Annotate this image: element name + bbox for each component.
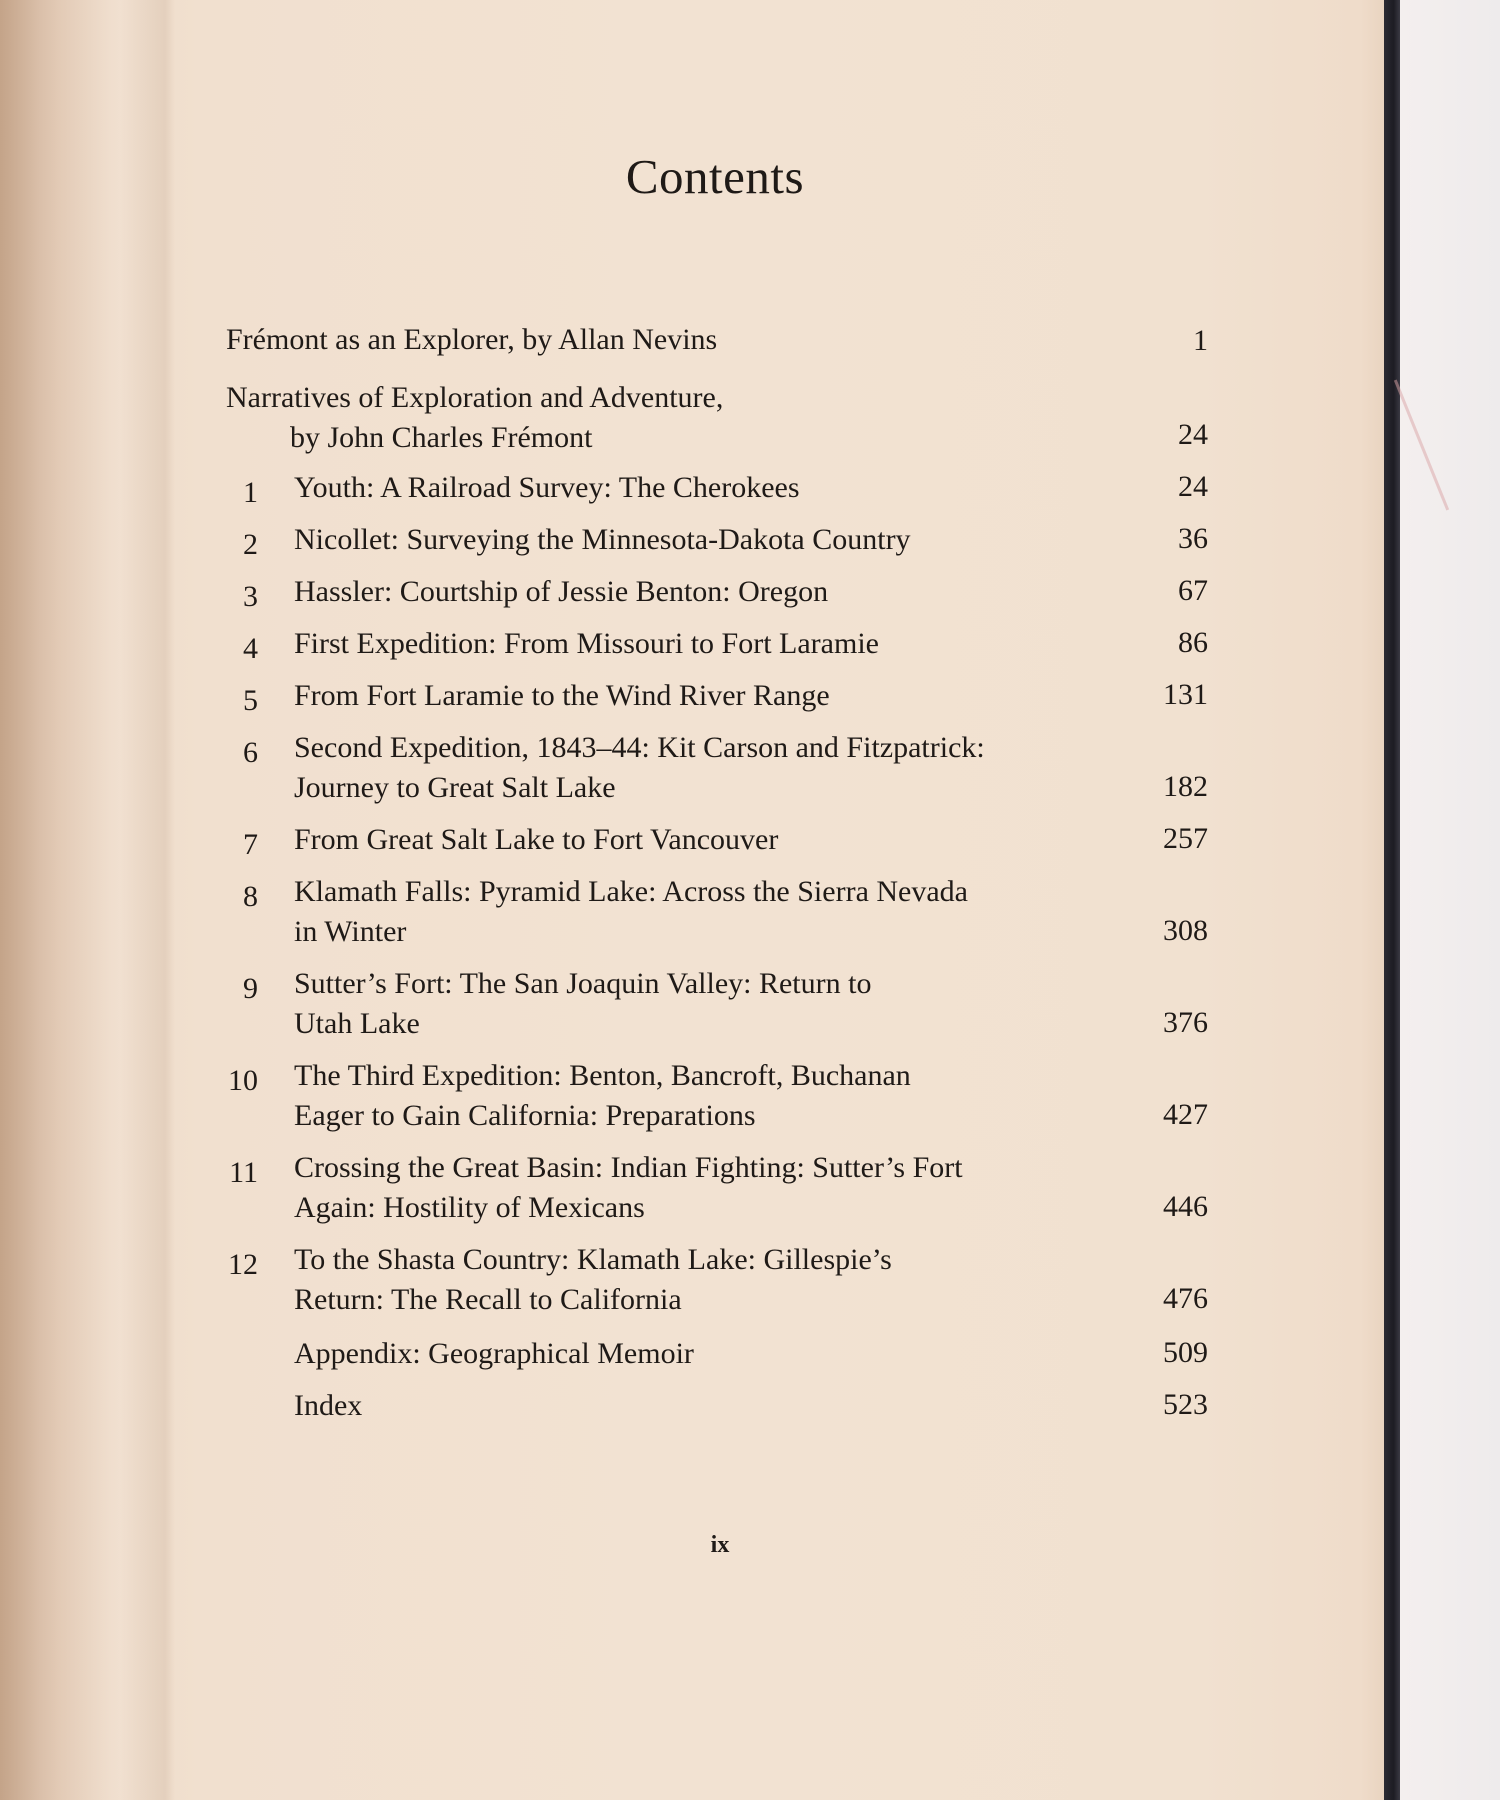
entry-page-number: 67 xyxy=(1178,574,1208,607)
entry-page-number: 36 xyxy=(1178,522,1208,555)
chapter-number: 11 xyxy=(229,1156,258,1189)
entry-page-number: 257 xyxy=(1163,822,1208,855)
chapter-number: 8 xyxy=(243,880,258,913)
entry-title-line[interactable]: Utah Lake xyxy=(294,1007,420,1040)
entry-page-number: 446 xyxy=(1163,1190,1208,1223)
entry-page-number: 24 xyxy=(1178,470,1208,503)
entry-title-line[interactable]: Klamath Falls: Pyramid Lake: Across the Sierra Nevada xyxy=(294,875,968,908)
entry-page-number: 182 xyxy=(1163,770,1208,803)
chapter-number: 5 xyxy=(243,684,258,717)
chapter-number: 7 xyxy=(243,828,258,861)
page-gutter-shadow xyxy=(0,0,175,1800)
entry-page-number: 24 xyxy=(1178,418,1208,451)
entry-page-number: 476 xyxy=(1163,1282,1208,1315)
entry-page-number: 376 xyxy=(1163,1006,1208,1039)
entry-title-line[interactable]: From Great Salt Lake to Fort Vancouver xyxy=(294,823,779,856)
entry-title-line[interactable]: Frémont as an Explorer, by Allan Nevins xyxy=(226,323,718,356)
entry-title-line[interactable]: by John Charles Frémont xyxy=(290,421,593,454)
entry-title-line[interactable]: Sutter’s Fort: The San Joaquin Valley: Return to xyxy=(294,967,872,1000)
entry-title-line[interactable]: Appendix: Geographical Memoir xyxy=(294,1337,694,1370)
backdrop xyxy=(1400,0,1500,1800)
entry-title-line[interactable]: Hassler: Courtship of Jessie Benton: Oregon xyxy=(294,575,829,608)
book-cover-edge xyxy=(1384,0,1400,1800)
entry-title-line[interactable]: From Fort Laramie to the Wind River Range xyxy=(294,679,830,712)
entry-page-number: 523 xyxy=(1163,1388,1208,1421)
entry-page-number: 427 xyxy=(1163,1098,1208,1131)
entry-title-line[interactable]: Eager to Gain California: Preparations xyxy=(294,1099,756,1132)
page-number-folio: ix xyxy=(710,1532,730,1558)
page-title: Contents xyxy=(625,149,805,204)
entry-page-number: 86 xyxy=(1178,626,1208,659)
entry-title-line[interactable]: Nicollet: Surveying the Minnesota-Dakota Country xyxy=(294,523,911,556)
chapter-number: 2 xyxy=(243,528,258,561)
entry-page-number: 509 xyxy=(1163,1336,1208,1369)
chapter-number: 9 xyxy=(243,972,258,1005)
chapter-number: 1 xyxy=(243,476,258,509)
chapter-number: 3 xyxy=(243,580,258,613)
entry-title-line[interactable]: Narratives of Exploration and Adventure, xyxy=(226,381,724,414)
entry-page-number: 131 xyxy=(1163,678,1208,711)
entry-page-number: 1 xyxy=(1193,324,1208,357)
chapter-number: 10 xyxy=(228,1064,258,1097)
entry-title-line[interactable]: The Third Expedition: Benton, Bancroft, Buchanan xyxy=(294,1059,911,1092)
chapter-number: 6 xyxy=(243,736,258,769)
entry-title-line[interactable]: First Expedition: From Missouri to Fort Laramie xyxy=(294,627,879,660)
entry-title-line[interactable]: in Winter xyxy=(294,915,407,948)
entry-title-line[interactable]: Youth: A Railroad Survey: The Cherokees xyxy=(294,471,800,504)
entry-title-line[interactable]: To the Shasta Country: Klamath Lake: Gillespie’s xyxy=(294,1243,892,1276)
entry-page-number: 308 xyxy=(1163,914,1208,947)
chapter-number: 12 xyxy=(228,1248,258,1281)
entry-title-line[interactable]: Index xyxy=(294,1389,363,1422)
entry-title-line[interactable]: Crossing the Great Basin: Indian Fighting: Sutter’s Fort xyxy=(294,1151,963,1184)
entry-title-line[interactable]: Journey to Great Salt Lake xyxy=(294,771,616,804)
chapter-number: 4 xyxy=(243,632,258,665)
entry-title-line[interactable]: Again: Hostility of Mexicans xyxy=(294,1191,645,1224)
entry-title-line[interactable]: Return: The Recall to California xyxy=(294,1283,682,1316)
pencil-mark xyxy=(1394,380,1449,511)
entry-title-line[interactable]: Second Expedition, 1843–44: Kit Carson and Fitzpatrick: xyxy=(294,731,985,764)
